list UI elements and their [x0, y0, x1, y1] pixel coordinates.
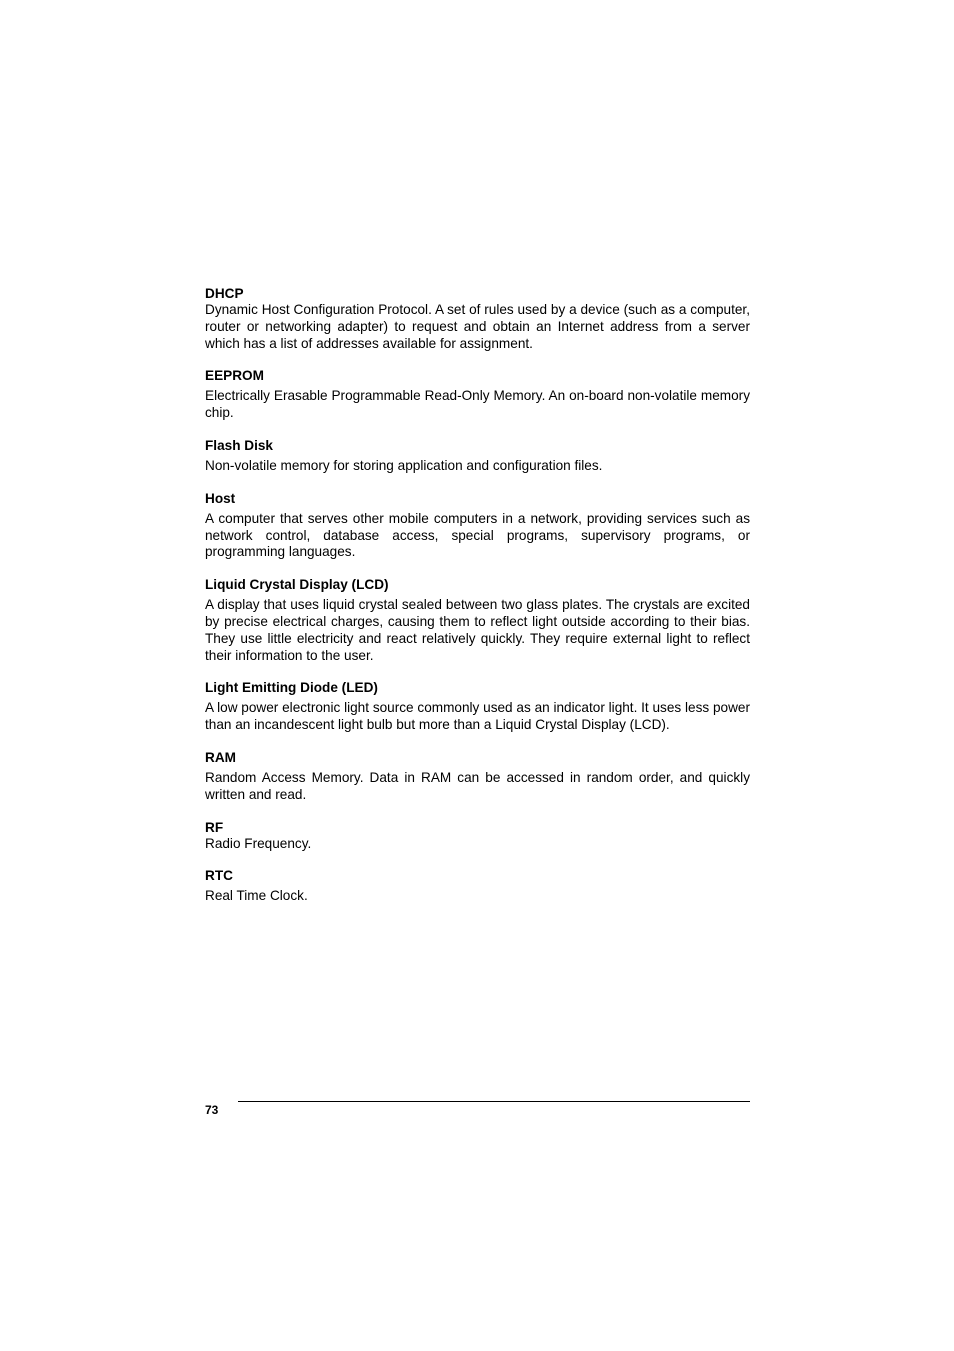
glossary-term: RF: [205, 819, 224, 835]
glossary-definition: Random Access Memory. Data in RAM can be accessed in random order, and quickly written and read.: [205, 769, 750, 802]
glossary-term: Light Emitting Diode (LED): [205, 680, 378, 696]
glossary-entry-dhcp: [205, 285, 750, 352]
glossary-definition: Dynamic Host Configuration Protocol. A set of rules used by a device (such as a computer, router or networking adapter) to request and obtain an Internet address from a server which has a list of addresses available for assignment.: [205, 302, 750, 351]
glossary-definition: A computer that serves other mobile computers in a network, providing services such as network control, database access, special programs, supervisory programs, or programming languages.: [205, 510, 750, 560]
glossary-definition: Real Time Clock.: [205, 888, 308, 904]
glossary-term: DHCP: [205, 286, 244, 301]
glossary-entry-ram: [205, 749, 750, 804]
glossary-entry-host: [205, 490, 750, 561]
glossary-entry-rtc: [205, 867, 750, 905]
glossary-term: Liquid Crystal Display (LCD): [205, 577, 389, 593]
glossary-content: [205, 285, 750, 905]
footer-divider: [238, 1101, 750, 1102]
glossary-term: EEPROM: [205, 368, 264, 384]
glossary-definition: A low power electronic light source commonly used as an indicator light. It uses less power than an incandescent light bulb but more than a Liquid Crystal Display (LCD).: [205, 700, 750, 733]
glossary-entry-rf: [205, 819, 750, 853]
glossary-term: RAM: [205, 749, 236, 765]
glossary-term: Flash Disk: [205, 437, 273, 453]
glossary-entry-lcd: [205, 576, 750, 664]
glossary-definition: Electrically Erasable Programmable Read-Only Memory. An on-board non-volatile memory chip.: [205, 388, 750, 421]
glossary-definition: Non-volatile memory for storing application and configuration files.: [205, 457, 603, 473]
glossary-entry-eeprom: [205, 367, 750, 422]
glossary-definition: Radio Frequency.: [205, 835, 312, 851]
page-number: 73: [205, 1103, 219, 1117]
glossary-entry-flash-disk: [205, 437, 750, 475]
glossary-definition: A display that uses liquid crystal sealed between two glass plates. The crystals are excited by precise electrical charges, causing them to reflect light outside according to their bias. They use little electricity and react relatively quickly. They require external light to reflect their information to the user.: [205, 597, 750, 663]
glossary-term: RTC: [205, 868, 233, 884]
glossary-entry-led: [205, 679, 750, 734]
glossary-term: Host: [205, 490, 236, 506]
